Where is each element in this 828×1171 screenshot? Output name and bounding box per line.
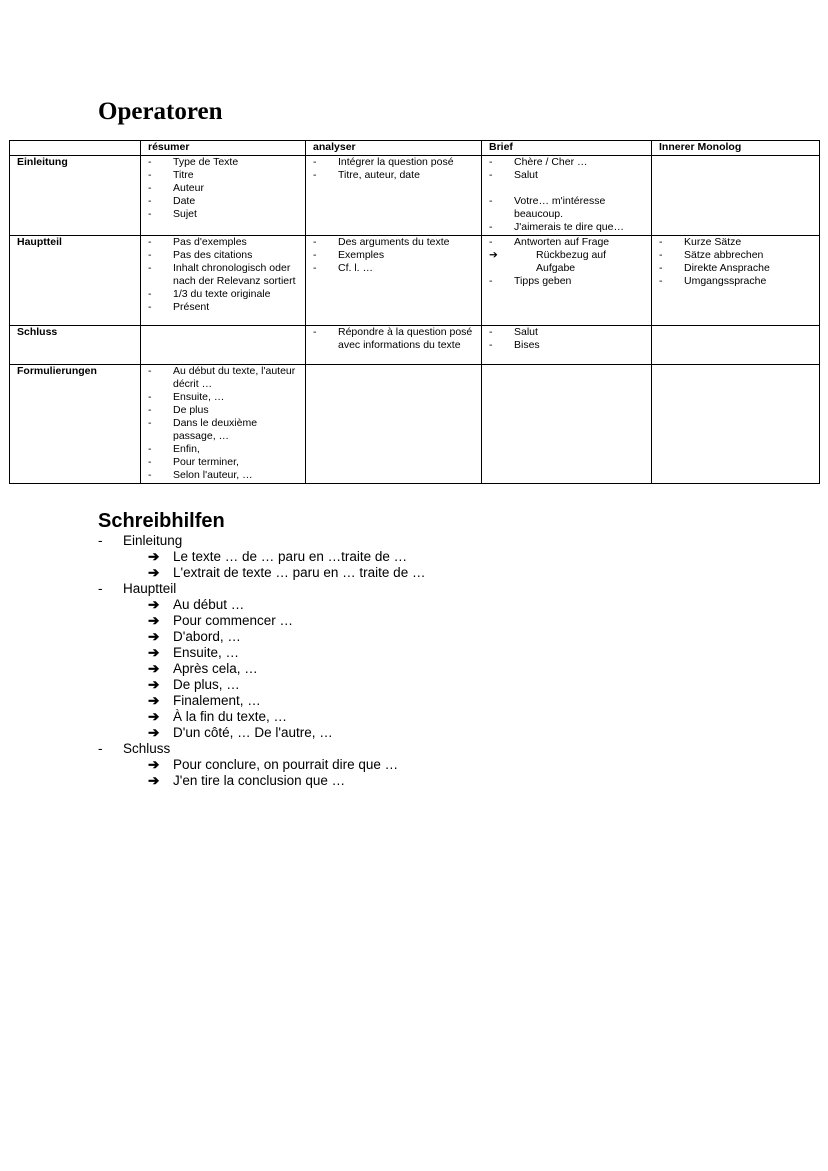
list-item: - Pas d'exemples: [148, 236, 301, 249]
section-schluss: [98, 741, 698, 757]
list-item: - Sätze abbrechen: [659, 249, 815, 262]
section-label: Einleitung: [123, 533, 183, 548]
table-row-schluss: [10, 326, 820, 365]
list-item: - Date: [148, 195, 301, 208]
list-item-text: Pour commencer …: [173, 613, 294, 628]
list-item: [489, 236, 647, 275]
list-item: [98, 629, 698, 645]
list-item: [98, 565, 698, 581]
table-row-hauptteil: [10, 236, 820, 326]
list-item: - Cf. l. …: [313, 262, 477, 275]
cell-einleitung-monolog: [652, 156, 820, 236]
arrow-right-icon: ➔: [148, 613, 160, 628]
dash-bullet: -: [98, 581, 103, 596]
header-cell-monolog: Innerer Monolog: [652, 141, 820, 156]
list-item: [98, 709, 698, 725]
list-item-text: De plus, …: [173, 677, 240, 692]
list-item: - Exemples: [313, 249, 477, 262]
arrow-right-icon: ➔: [148, 629, 160, 644]
arrow-right-icon: ➔: [148, 709, 160, 724]
arrow-right-icon: ➔: [148, 645, 160, 660]
arrow-right-icon: ➔: [148, 725, 160, 740]
table-row-formulierungen: [10, 365, 820, 484]
table-header-row: [10, 141, 820, 156]
list-item: [98, 645, 698, 661]
section-label: Schluss: [123, 741, 171, 756]
list-item: [98, 677, 698, 693]
list-item: [98, 597, 698, 613]
arrow-right-icon: ➔: [489, 249, 498, 261]
arrow-right-icon: ➔: [148, 757, 160, 772]
cell-schluss-resumer: [141, 326, 306, 365]
header-cell-resumer: résumer: [141, 141, 306, 156]
arrow-list-einleitung: [98, 549, 698, 581]
arrow-right-icon: ➔: [148, 693, 160, 708]
list-item: - Dans le deuxième passage, …: [148, 417, 301, 443]
list-item-text: Au début …: [173, 597, 245, 612]
page-title-operatoren: Operatoren: [98, 98, 223, 125]
list-item-text: Finalement, …: [173, 693, 261, 708]
table-row-einleitung: [10, 156, 820, 236]
list-item: - Au début du texte, l'auteur décrit …: [148, 365, 301, 391]
list-item: - Salut: [489, 169, 647, 182]
list-item-text: L'extrait de texte … paru en … traite de …: [173, 565, 426, 580]
list-item: - Salut: [489, 326, 647, 339]
list-item: [98, 549, 698, 565]
operatoren-table: [9, 140, 820, 484]
list-item: - Direkte Ansprache: [659, 262, 815, 275]
list-item: - Selon l'auteur, …: [148, 469, 301, 482]
arrow-right-icon: ➔: [148, 773, 160, 788]
arrow-right-icon: ➔: [148, 549, 160, 564]
section-title-schreibhilfen: Schreibhilfen: [98, 510, 225, 532]
arrow-right-icon: ➔: [148, 661, 160, 676]
dash-bullet: -: [98, 741, 103, 756]
arrow-list-hauptteil: [98, 597, 698, 741]
row-label-schluss: Schluss: [10, 326, 141, 365]
list-item-text: À la fin du texte, …: [173, 709, 288, 724]
list-item: - 1/3 du texte originale: [148, 288, 301, 301]
row-label-einleitung: Einleitung: [10, 156, 141, 236]
list-item: - Kurze Sätze: [659, 236, 815, 249]
list-item-text: Le texte … de … paru en …traite de …: [173, 549, 408, 564]
list-item: - Ensuite, …: [148, 391, 301, 404]
list-item: - Chère / Cher …: [489, 156, 647, 169]
arrow-right-icon: ➔: [148, 565, 160, 580]
header-cell-analyser: analyser: [306, 141, 482, 156]
schreibhilfen-list: [98, 533, 698, 789]
list-item: [98, 757, 698, 773]
list-item: - Pour terminer,: [148, 456, 301, 469]
arrow-right-icon: ➔: [148, 597, 160, 612]
cell-einleitung-brief: [482, 156, 652, 236]
list-item: - Inhalt chronologisch oder nach der Relevanz sortiert: [148, 262, 301, 288]
arrow-right-icon: ➔: [148, 677, 160, 692]
cell-formulierungen-monolog: [652, 365, 820, 484]
section-label: Hauptteil: [123, 581, 177, 596]
cell-hauptteil-resumer: [141, 236, 306, 326]
list-item: - Sujet: [148, 208, 301, 221]
dash-bullet: -: [98, 533, 103, 548]
cell-schluss-monolog: [652, 326, 820, 365]
list-item: - Enfin,: [148, 443, 301, 456]
list-item-text: Antworten auf Frage: [514, 236, 610, 248]
list-item: - Titre: [148, 169, 301, 182]
list-item: - Votre… m'intéresse beaucoup.: [489, 195, 647, 221]
list-item: - De plus: [148, 404, 301, 417]
list-item: - Présent: [148, 301, 301, 314]
row-label-formulierungen: Formulierungen: [10, 365, 141, 484]
sub-item-text: Rückbezug auf Aufgabe: [536, 249, 607, 274]
list-item: - Type de Texte: [148, 156, 301, 169]
header-cell-empty: [10, 141, 141, 156]
list-item-text: J'en tire la conclusion que …: [173, 773, 346, 788]
list-item: [98, 613, 698, 629]
sub-item: [489, 249, 647, 275]
list-item-text: Après cela, …: [173, 661, 258, 676]
section-hauptteil: [98, 581, 698, 597]
cell-einleitung-resumer: [141, 156, 306, 236]
list-item: - Titre, auteur, date: [313, 169, 477, 182]
cell-hauptteil-brief: [482, 236, 652, 326]
list-item: - Tipps geben: [489, 275, 647, 288]
list-item: - J'aimerais te dire que…: [489, 221, 647, 234]
list-item: - Intégrer la question posé: [313, 156, 477, 169]
cell-schluss-analyser: [306, 326, 482, 365]
list-item: [98, 661, 698, 677]
list-item-text: D'abord, …: [173, 629, 241, 644]
list-item: - Bises: [489, 339, 647, 352]
list-item: [98, 773, 698, 789]
list-item: [98, 693, 698, 709]
arrow-list-schluss: [98, 757, 698, 789]
list-item-text: Ensuite, …: [173, 645, 240, 660]
list-item-text: D'un côté, … De l'autre, …: [173, 725, 333, 740]
cell-hauptteil-monolog: [652, 236, 820, 326]
cell-formulierungen-brief: [482, 365, 652, 484]
list-item-text: Pour conclure, on pourrait dire que …: [173, 757, 399, 772]
list-item: [98, 725, 698, 741]
list-item: - Des arguments du texte: [313, 236, 477, 249]
cell-hauptteil-analyser: [306, 236, 482, 326]
cell-einleitung-analyser: [306, 156, 482, 236]
header-cell-brief: Brief: [482, 141, 652, 156]
cell-formulierungen-resumer: [141, 365, 306, 484]
list-item: - Répondre à la question posé avec informations du texte: [313, 326, 477, 352]
list-item: - Auteur: [148, 182, 301, 195]
list-item: - Umgangssprache: [659, 275, 815, 288]
section-einleitung: [98, 533, 698, 549]
list-item: - Pas des citations: [148, 249, 301, 262]
cell-formulierungen-analyser: [306, 365, 482, 484]
row-label-hauptteil: Hauptteil: [10, 236, 141, 326]
cell-schluss-brief: [482, 326, 652, 365]
